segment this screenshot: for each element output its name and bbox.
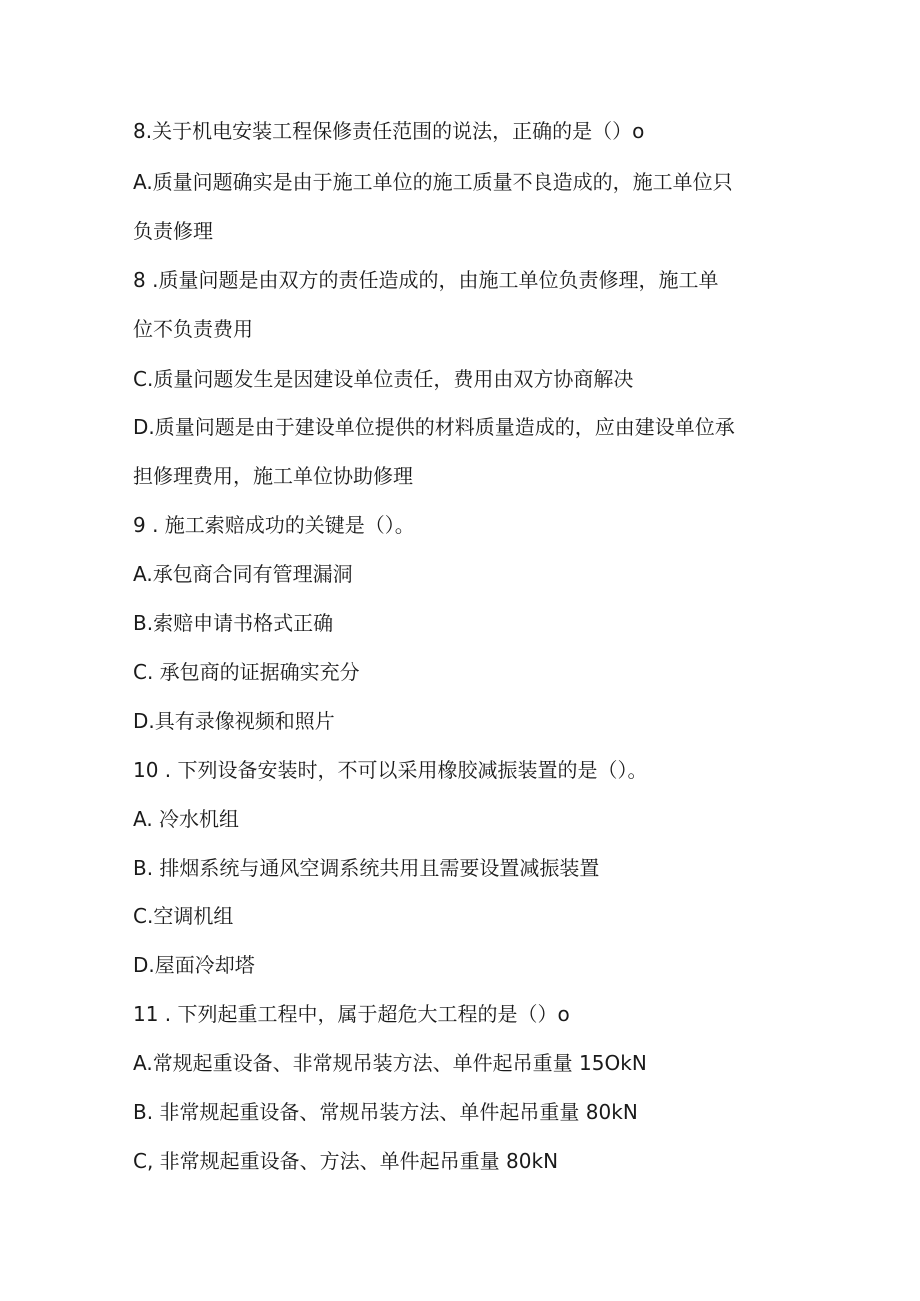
question-9-option-a: A.承包商合同有管理漏洞 [133, 562, 353, 586]
question-8-option-c: C.质量问题发生是因建设单位责任，费用由双方协商解决 [133, 367, 634, 391]
question-8-option-d-line-1: D.质量问题是由于建设单位提供的材料质量造成的，应由建设单位承 [133, 415, 735, 439]
question-9-option-b: B.索赔申请书格式正确 [133, 611, 334, 635]
question-9-stem: 9 . 施工索赔成功的关键是（）。 [133, 513, 415, 537]
question-10-option-c: C.空调机组 [133, 904, 234, 928]
question-10-option-a: A. 冷水机组 [133, 807, 240, 831]
question-11-option-a: A.常规起重设备、非常规吊装方法、单件起吊重量 15OkN [133, 1051, 647, 1075]
question-11-option-b: B. 非常规起重设备、常规吊装方法、单件起吊重量 80kN [133, 1100, 638, 1124]
question-10-stem: 10 . 下列设备安装时，不可以采用橡胶减振装置的是（）。 [133, 758, 648, 782]
question-11-stem: 11 . 下列起重工程中，属于超危大工程的是（）o [133, 1002, 570, 1026]
question-8-option-a-line-1: A.质量问题确实是由于施工单位的施工质量不良造成的，施工单位只 [133, 170, 733, 194]
question-8-option-a-line-2: 负责修理 [133, 219, 213, 243]
question-9-option-d: D.具有录像视频和照片 [133, 709, 335, 733]
question-9-option-c: C. 承包商的证据确实充分 [133, 660, 360, 684]
question-10-option-d: D.屋面冷却塔 [133, 953, 255, 977]
question-8-stem: 8.关于机电安装工程保修责任范围的说法，正确的是（）o [133, 119, 645, 143]
question-8-option-b-line-1: 8 .质量问题是由双方的责任造成的，由施工单位负责修理，施工单 [133, 268, 719, 292]
question-10-option-b: B. 排烟系统与通风空调系统共用且需要设置减振装置 [133, 856, 600, 880]
question-11-option-c: C, 非常规起重设备、方法、单件起吊重量 80kN [133, 1149, 559, 1173]
question-8-option-d-line-2: 担修理费用，施工单位协助修理 [133, 464, 413, 488]
question-8-option-b-line-2: 位不负责费用 [133, 317, 253, 341]
